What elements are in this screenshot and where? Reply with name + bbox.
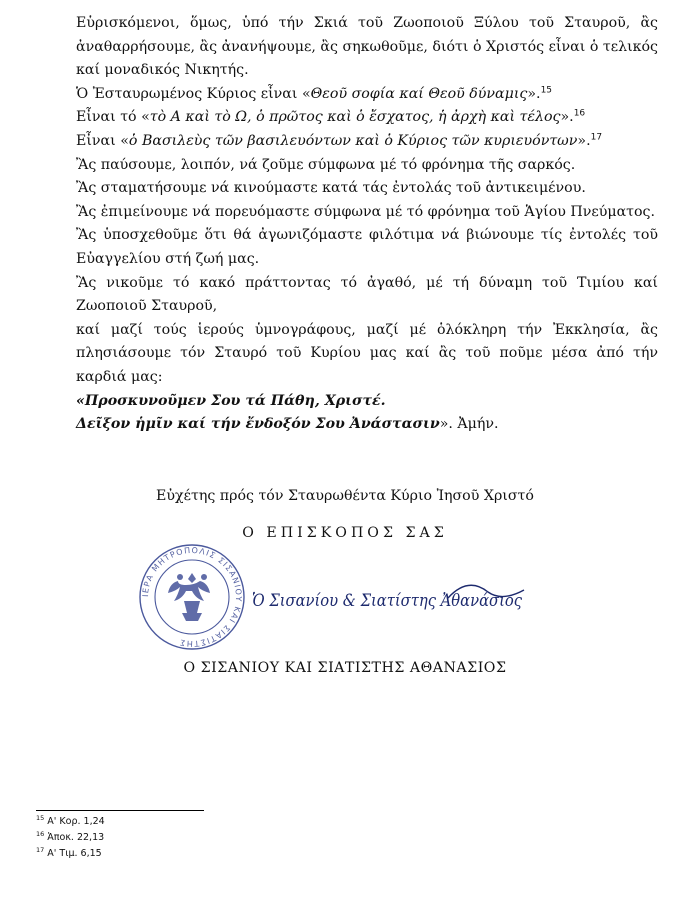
quote-text: ὁ Βασιλεὺς τῶν βασιλευόντων καὶ ὁ Κύριος τῶν κυριευόντων [128,132,578,149]
paragraph [76,106,658,130]
paragraph-text: Ἂς νικοῦμε τό κακό πράττοντας τό ἀγαθό, μέ τή δύναμη τοῦ Τιμίου καί Ζωοποιοῦ Σταυροῦ, [76,274,658,315]
footnote-text: Α' Τιμ. 6,15 [44,848,102,859]
paragraph-text: Ἂς παύσουμε, λοιπόν, νά ζοῦμε σύμφωνα μέ τό φρόνημα τῆς σαρκός. [76,156,576,173]
svg-text:ΙΕΡΑ ΜΗΤΡΟΠΟΛΙΣ ΣΙΣΑΝΙΟΥ ΚΑΙ Σ [141,546,243,648]
signature-text: Ὁ Σισανίου & Σιατίστης Ἀθανάσιος [252,591,523,611]
closing-wish: Εὐχέτης πρός τόν Σταυρωθέντα Κύριο Ἰησοῦ Χριστό [156,488,534,504]
bishop-title: Ο ΕΠΙΣΚΟΠΟΣ ΣΑΣ [242,525,448,541]
paragraph-text: Ὁ Ἐσταυρωμένος Κύριος εἶναι « [76,85,311,102]
paragraph-text: καί μαζί τούς ἱερούς ὑμνογράφους, μαζί μέ ὁλόκληρη τήν Ἐκκλησία, ἂς πλησιάσουμε τόν Σταυρό τοῦ Κυρίου μας καί ἂς τοῦ ποῦμε μέσα ἀπό τήν καρδιά μας: [76,321,658,385]
footnote [36,846,105,862]
hymn-text: Δεῖξον ἡμῖν καί τήν ἔνδοξόν Σου Ἀνάστασιν [76,416,440,433]
hymn-line-2 [76,413,658,437]
quote-text: Θεοῦ σοφία καί Θεοῦ δύναμις [310,85,528,102]
footnote-number: 17 [36,845,45,854]
signer-name: Ο ΣΙΣΑΝΙΟΥ ΚΑΙ ΣΙΑΤΙΣΤΗΣ ΑΘΑΝΑΣΙΟΣ [183,660,507,676]
paragraph [76,83,658,107]
paragraph [76,272,658,319]
footnote-number: 16 [36,829,45,838]
paragraph-text: ». [577,132,591,149]
double-headed-eagle-icon [168,573,210,621]
footnote [36,814,105,830]
paragraph-text: ». [527,85,541,102]
paragraph [76,224,658,271]
seal-stamp [138,543,246,651]
paragraph [76,319,658,390]
paragraph-text: Εἶναι « [76,132,129,149]
paragraph-text: Ἂς σταματήσουμε νά κινούμαστε κατά τάς ἐντολάς τοῦ ἀντικειμένου. [76,180,586,197]
paragraph [76,154,658,178]
body-text [76,12,658,437]
footnotes [36,814,105,862]
paragraph-text: Ἂς ἐπιμείνουμε νά πορευόμαστε σύμφωνα μέ τό φρόνημα τοῦ Ἁγίου Πνεύματος. [76,203,656,220]
paragraph-text: Εἶναι τό « [76,109,150,126]
footnote-ref[interactable]: 16 [573,108,586,119]
paragraph [76,130,658,154]
seal-text: ΙΕΡΑ ΜΗΤΡΟΠΟΛΙΣ ΣΙΣΑΝΙΟΥ ΚΑΙ ΣΙΑΤΙΣΤΗΣ [140,545,244,649]
footnote-ref[interactable]: 17 [590,132,603,143]
footnote-divider [36,810,204,811]
signature [248,578,530,618]
footnote-text: Ἀποκ. 22,13 [44,832,105,843]
hymn-tail: ». Ἀμήν. [439,416,499,433]
paragraph [76,177,658,201]
footnote-ref[interactable]: 15 [540,85,553,96]
hymn-line-1 [76,390,658,414]
quote-text: τὸ Α καὶ τὸ Ω, ὁ πρῶτος καὶ ὁ ἔσχατος, ἡ ἀρχὴ καὶ τέλος [149,109,561,126]
paragraph-text: ». [560,109,574,126]
paragraph-text: Εὑρισκόμενοι, ὅμως, ὑπό τήν Σκιά τοῦ Ζωοποιοῦ Ξύλου τοῦ Σταυροῦ, ἂς ἀναθαρρήσουμε, ἂς ἀνανήψουμε, ἂς σηκωθοῦμε, διότι ὁ Χριστός εἶναι ὁ τελικός καί μοναδικός Νικητής. [76,15,658,79]
hymn-text: «Προσκυνοῦμεν Σου τά Πάθη, Χριστέ. [76,392,386,409]
paragraph [76,201,658,225]
paragraph [76,12,658,83]
footnote-number: 15 [36,813,45,822]
footnote-text: Α' Κορ. 1,24 [44,816,105,827]
footnote [36,830,105,846]
paragraph-text: Ἂς ὑποσχεθοῦμε ὅτι θά ἀγωνιζόμαστε φιλότιμα νά βιώνουμε τίς ἐντολές τοῦ Εὐαγγελίου στή ζωή μας. [76,227,658,267]
